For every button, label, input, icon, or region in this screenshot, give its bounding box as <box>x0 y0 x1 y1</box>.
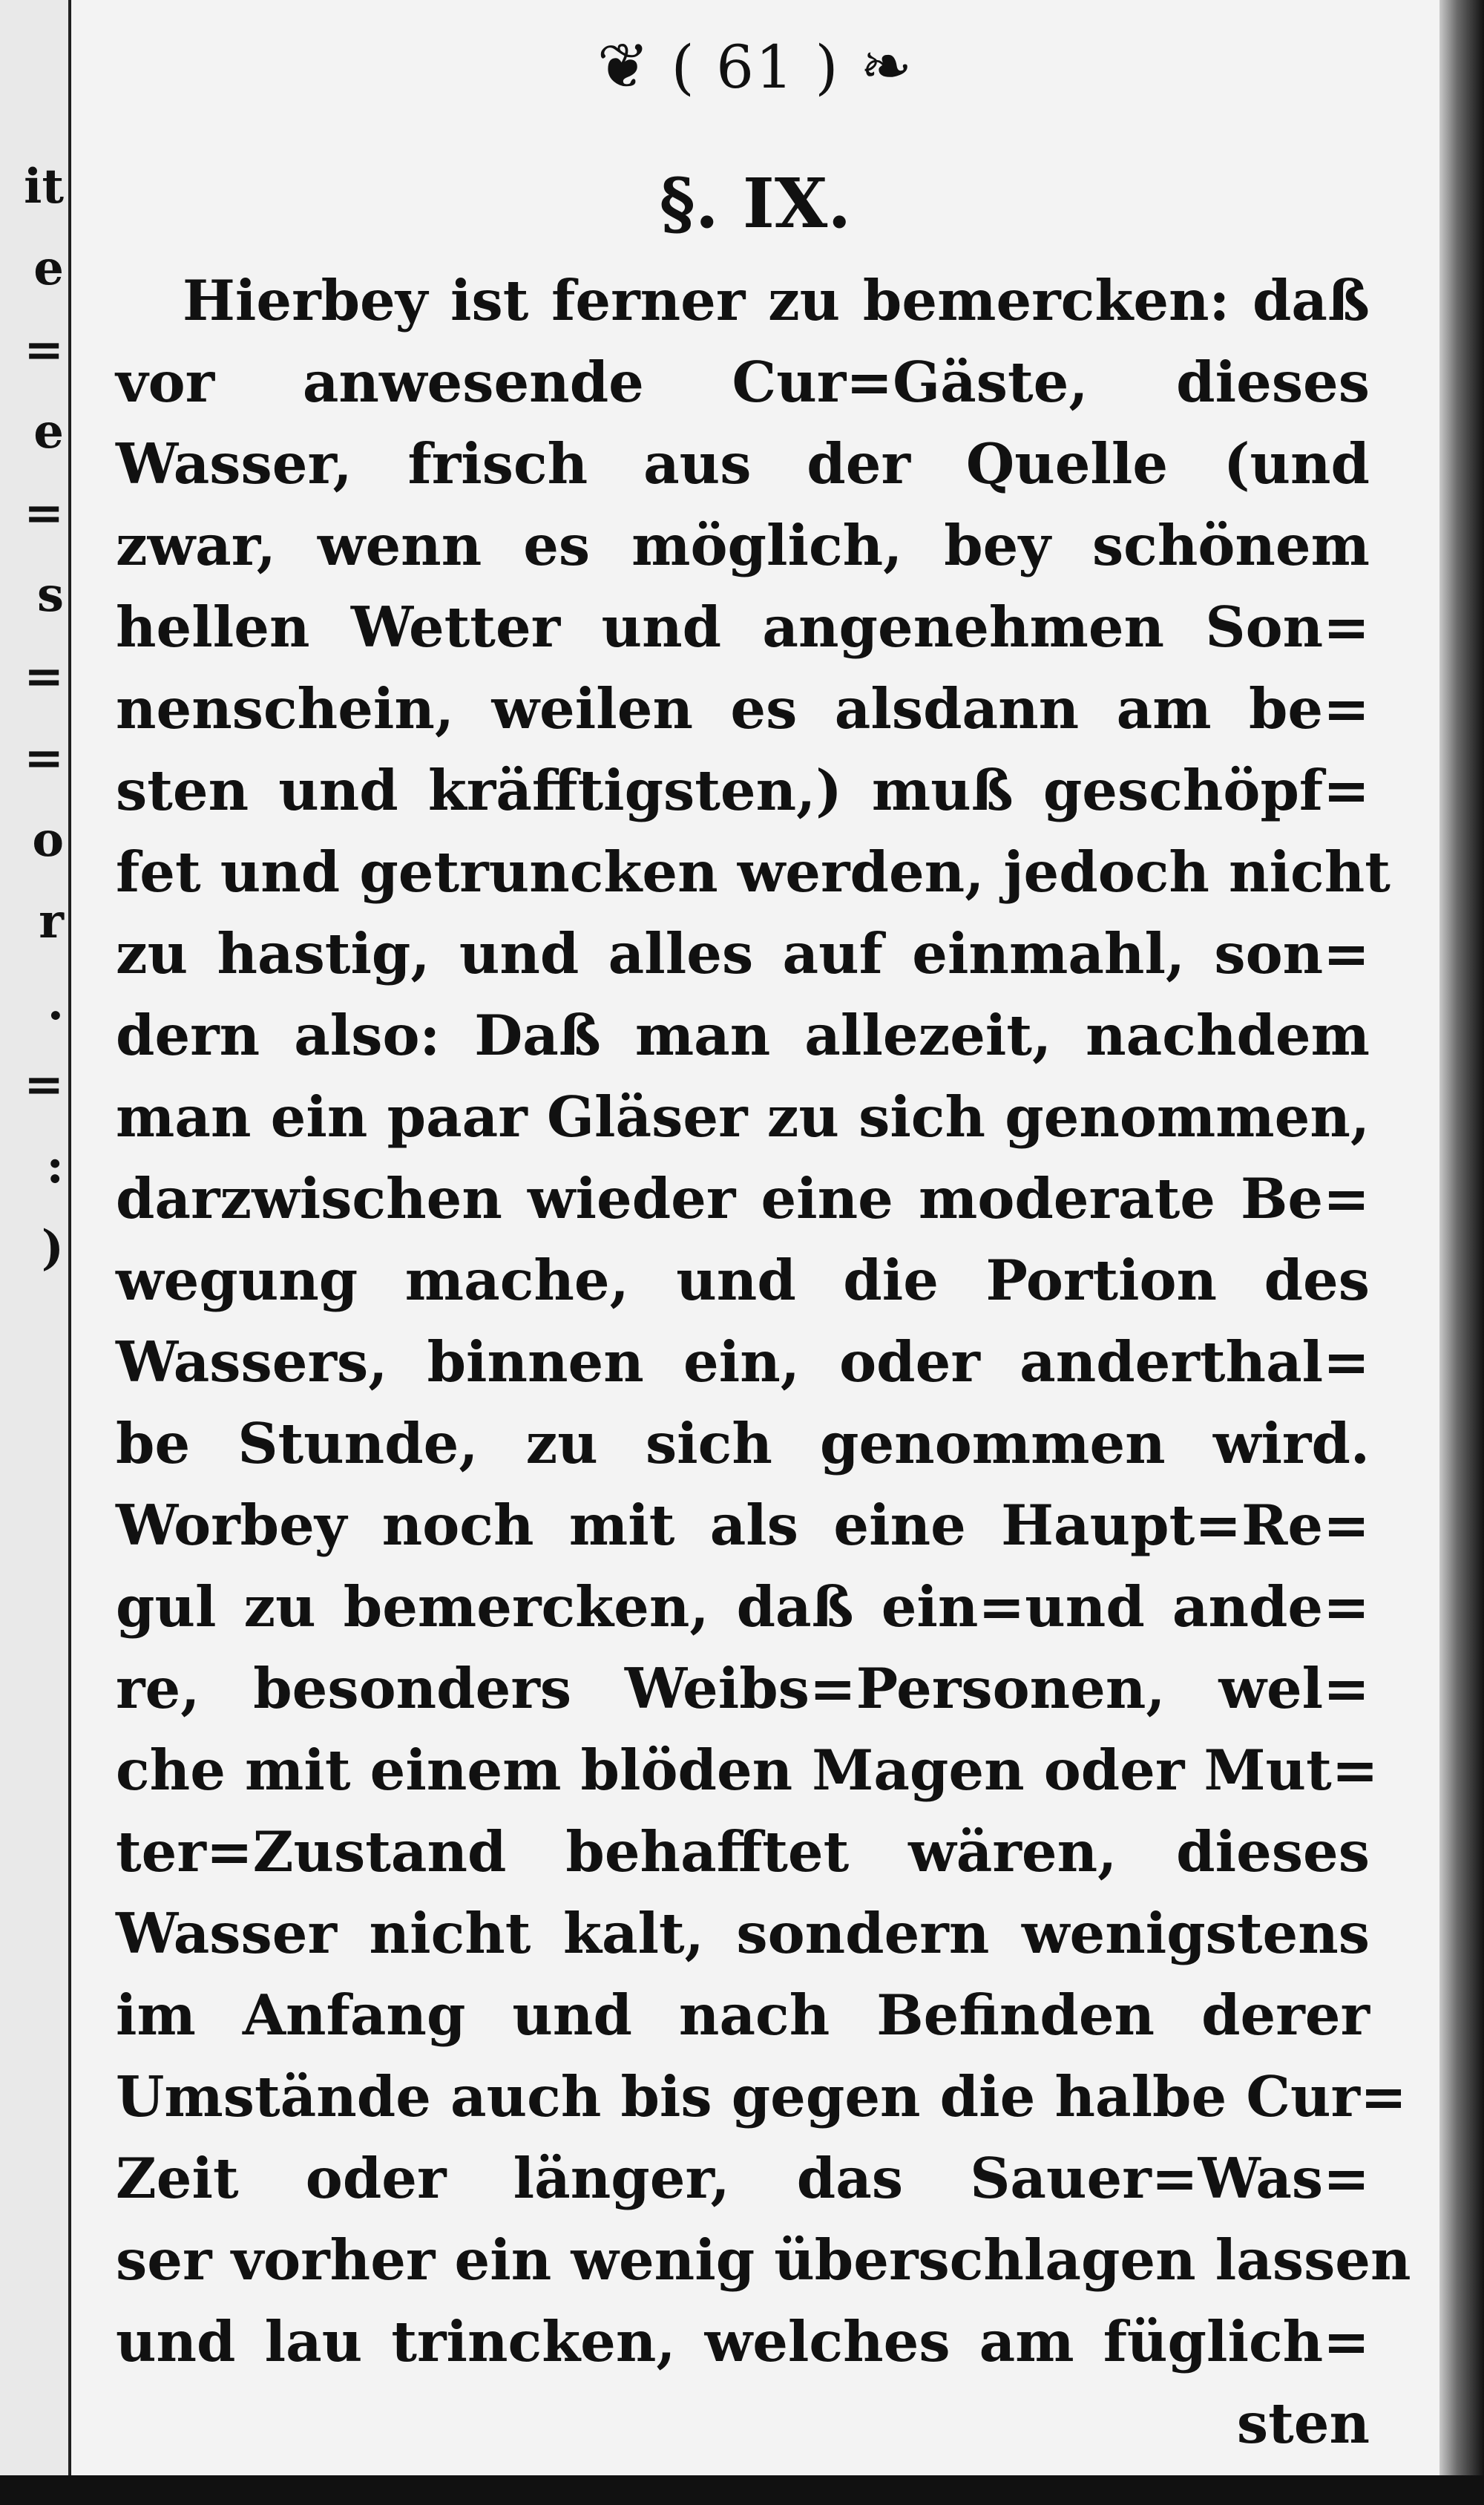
margin-fragment: . <box>47 975 64 1031</box>
margin-fragment: r <box>39 894 64 949</box>
text-line: be Stunde, zu sich genommen wird. <box>116 1411 1370 1476</box>
margin-fragment: it <box>24 159 64 215</box>
text-line: Wassers, binnen ein, oder anderthal= <box>116 1329 1370 1395</box>
catchword: sten <box>1236 2391 1370 2456</box>
margin-fragment: ) <box>41 1220 64 1276</box>
margin-fragment: e <box>33 240 64 296</box>
text-line: Wasser nicht kalt, sondern wenigstens <box>116 1901 1370 1966</box>
text-line: wegung mache, und die Portion des <box>116 1248 1370 1313</box>
text-line: man ein paar Gläser zu sich genommen, <box>116 1084 1370 1150</box>
text-line: Umstände auch bis gegen die halbe Cur= <box>116 2064 1407 2129</box>
text-line: Worbey noch mit als eine Haupt=Re= <box>116 1493 1370 1558</box>
text-line: sten und kräfftigsten,) muß geschöpf= <box>116 758 1370 823</box>
text-line: zwar, wenn es möglich, bey schönem <box>116 513 1370 578</box>
margin-fragment: = <box>24 322 64 378</box>
margin-fragment: = <box>24 485 64 541</box>
margin-fragment: = <box>24 1057 64 1113</box>
text-line: gul zu bemercken, daß ein=und ande= <box>116 1574 1370 1640</box>
text-line: im Anfang und nach Befinden derer <box>116 1982 1370 2048</box>
text-line: Zeit oder länger, das Sauer=Was= <box>116 2146 1370 2211</box>
facing-page-edge <box>0 0 70 2505</box>
book-page <box>71 0 1439 2475</box>
text-line: re, besonders Weibs=Personen, wel= <box>116 1656 1370 1721</box>
text-line: che mit einem blöden Magen oder Mut= <box>116 1738 1379 1803</box>
ornament-left-icon: ❦ <box>597 30 651 102</box>
body-text <box>116 260 1411 2464</box>
text-line: Wasser, frisch aus der Quelle (und <box>116 431 1370 497</box>
text-line: ter=Zustand behafftet wären, dieses <box>116 1819 1370 1885</box>
text-line: zu hastig, und alles auf einmahl, son= <box>116 921 1370 986</box>
margin-fragment: = <box>24 730 64 786</box>
text-line: fet und getruncken werden, jedoch nicht <box>116 839 1391 905</box>
page-number: ( 61 ) <box>671 33 840 102</box>
margin-fragment: = <box>24 649 64 704</box>
page-header <box>71 30 1439 102</box>
margin-fragment: e <box>33 404 64 459</box>
bottom-shadow <box>0 2475 1484 2505</box>
ornament-right-icon: ❧ <box>859 30 914 102</box>
text-line: und lau trincken, welches am füglich= <box>116 2309 1370 2374</box>
binding-shadow <box>1439 0 1484 2505</box>
text-line: dern also: Daß man allezeit, nachdem <box>116 1003 1370 1068</box>
text-line: Hierbey ist ferner zu bemercken: daß <box>183 268 1370 333</box>
margin-fragment: : <box>46 1139 64 1194</box>
text-line: hellen Wetter und angenehmen Son= <box>116 595 1370 660</box>
section-title: §. IX. <box>659 163 852 243</box>
text-line: darzwischen wieder eine moderate Be= <box>116 1166 1370 1231</box>
margin-fragment: s <box>36 567 64 623</box>
margin-fragment: o <box>32 812 64 868</box>
text-line: vor anwesende Cur=Gäste, dieses <box>116 350 1370 415</box>
text-line: nenschein, weilen es alsdann am be= <box>116 676 1370 741</box>
text-line: ser vorher ein wenig überschlagen lassen <box>116 2227 1411 2293</box>
